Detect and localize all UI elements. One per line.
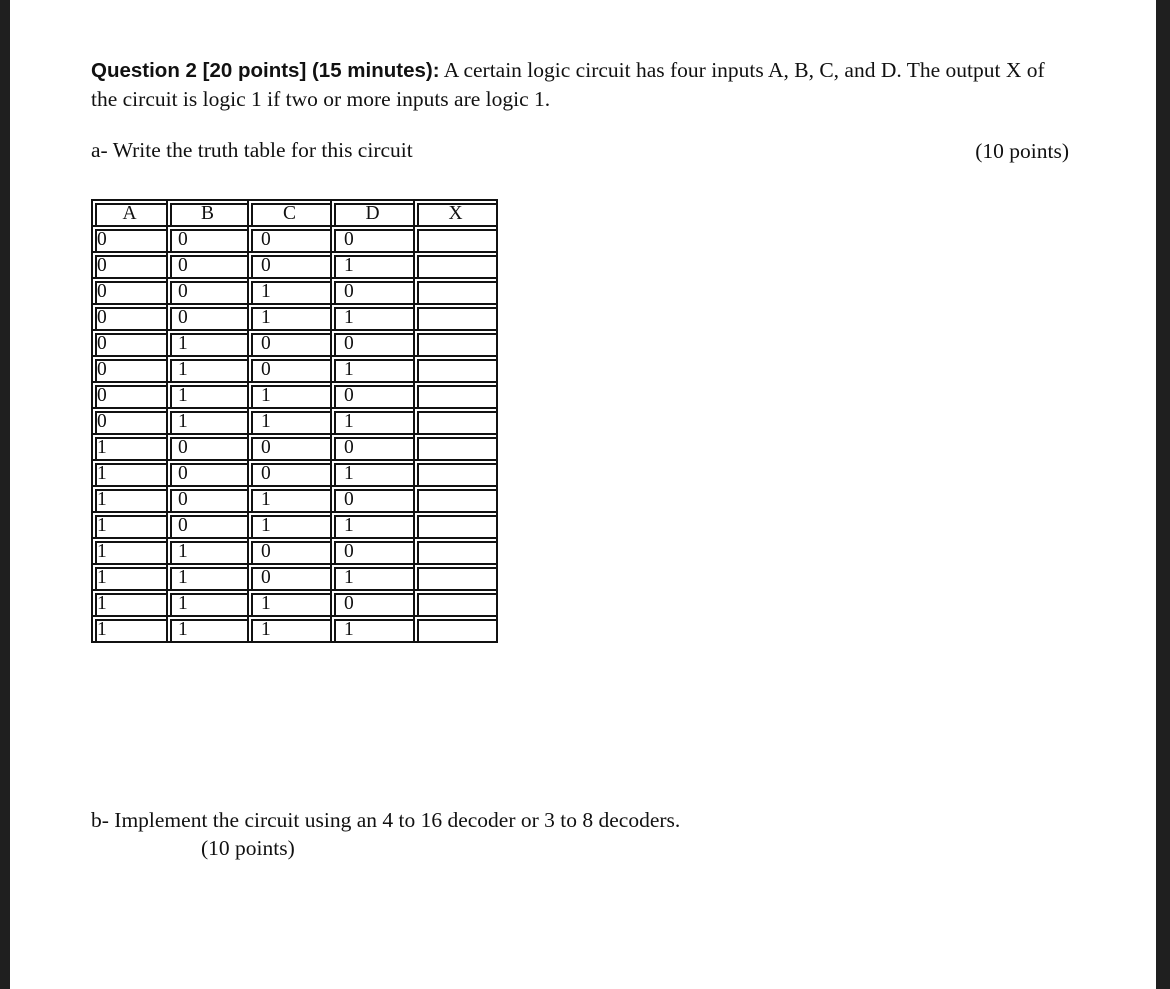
table-cell: 0 [331, 278, 414, 304]
table-row [92, 512, 497, 538]
table-cell: 1 [167, 538, 248, 564]
column-header-a: A [92, 200, 167, 226]
table-cell: 1 [92, 486, 167, 512]
question-heading [91, 56, 1071, 114]
part-a-text: a- Write the truth table for this circuit [91, 138, 413, 162]
table-cell: 0 [248, 564, 331, 590]
table-row [92, 304, 497, 330]
output-cell[interactable] [414, 486, 497, 512]
table-cell: 1 [331, 564, 414, 590]
table-cell: 1 [248, 486, 331, 512]
table-cell: 0 [331, 382, 414, 408]
table-cell: 1 [92, 564, 167, 590]
table-cell: 1 [167, 590, 248, 616]
table-cell: 0 [167, 304, 248, 330]
table-cell: 1 [331, 252, 414, 278]
output-cell[interactable] [414, 330, 497, 356]
table-cell: 0 [248, 434, 331, 460]
table-cell: 1 [331, 356, 414, 382]
output-cell[interactable] [414, 590, 497, 616]
table-cell: 1 [248, 382, 331, 408]
table-row [92, 486, 497, 512]
table-cell: 1 [167, 356, 248, 382]
table-cell: 0 [248, 538, 331, 564]
table-row [92, 564, 497, 590]
output-cell[interactable] [414, 382, 497, 408]
table-cell: 0 [92, 226, 167, 252]
table-cell: 1 [92, 616, 167, 642]
table-cell: 0 [248, 226, 331, 252]
table-cell: 1 [167, 564, 248, 590]
table-cell: 0 [331, 486, 414, 512]
table-cell: 1 [92, 590, 167, 616]
table-cell: 1 [167, 330, 248, 356]
table-cell: 0 [167, 486, 248, 512]
part-a-points: (10 points) [975, 139, 1069, 163]
output-cell[interactable] [414, 616, 497, 642]
table-cell: 1 [167, 382, 248, 408]
question-text: A certain logic circuit has four inputs A, B, C, and D. The output X of the circuit is logic 1 if two or more inputs are logic 1. [91, 58, 1045, 111]
table-cell: 1 [248, 408, 331, 434]
table-row [92, 408, 497, 434]
table-cell: 1 [331, 304, 414, 330]
truth-table-header [92, 200, 497, 226]
table-cell: 1 [331, 460, 414, 486]
output-cell[interactable] [414, 434, 497, 460]
table-cell: 0 [248, 330, 331, 356]
column-header-x: X [414, 200, 497, 226]
table-cell: 0 [331, 434, 414, 460]
output-cell[interactable] [414, 304, 497, 330]
column-header-d: D [331, 200, 414, 226]
table-cell: 1 [331, 512, 414, 538]
table-cell: 1 [248, 512, 331, 538]
part-b-text: b- Implement the circuit using an 4 to 16 decoder or 3 to 8 decoders. [91, 808, 681, 832]
table-cell: 0 [92, 382, 167, 408]
table-cell: 0 [248, 356, 331, 382]
table-row [92, 590, 497, 616]
table-cell: 0 [248, 252, 331, 278]
table-cell: 0 [92, 252, 167, 278]
table-cell: 1 [331, 408, 414, 434]
output-cell[interactable] [414, 252, 497, 278]
table-row [92, 252, 497, 278]
output-cell[interactable] [414, 460, 497, 486]
table-cell: 1 [167, 616, 248, 642]
table-row [92, 278, 497, 304]
question-label: Question 2 [20 points] (15 minutes): [91, 59, 440, 82]
table-row [92, 330, 497, 356]
table-cell: 0 [92, 356, 167, 382]
table-cell: 0 [167, 226, 248, 252]
output-cell[interactable] [414, 512, 497, 538]
table-row [92, 434, 497, 460]
table-cell: 0 [92, 330, 167, 356]
table-cell: 0 [167, 252, 248, 278]
table-cell: 1 [92, 460, 167, 486]
table-cell: 1 [248, 304, 331, 330]
table-cell: 1 [248, 278, 331, 304]
table-cell: 0 [92, 278, 167, 304]
table-row [92, 382, 497, 408]
table-cell: 0 [167, 512, 248, 538]
table-row [92, 616, 497, 642]
table-cell: 0 [167, 460, 248, 486]
table-cell: 0 [92, 304, 167, 330]
table-cell: 1 [92, 434, 167, 460]
table-row [92, 538, 497, 564]
part-b-points: (10 points) [201, 836, 295, 860]
column-header-b: B [167, 200, 248, 226]
output-cell[interactable] [414, 226, 497, 252]
table-cell: 0 [331, 590, 414, 616]
column-header-c: C [248, 200, 331, 226]
table-cell: 0 [167, 278, 248, 304]
table-cell: 1 [167, 408, 248, 434]
table-cell: 1 [248, 616, 331, 642]
table-cell: 0 [92, 408, 167, 434]
output-cell[interactable] [414, 408, 497, 434]
output-cell[interactable] [414, 564, 497, 590]
output-cell[interactable] [414, 278, 497, 304]
table-cell: 0 [331, 330, 414, 356]
output-cell[interactable] [414, 356, 497, 382]
table-cell: 0 [167, 434, 248, 460]
output-cell[interactable] [414, 538, 497, 564]
table-row [92, 460, 497, 486]
table-cell: 1 [248, 590, 331, 616]
table-cell: 1 [92, 538, 167, 564]
part-a [91, 138, 1071, 163]
table-cell: 0 [248, 460, 331, 486]
table-cell: 0 [331, 538, 414, 564]
truth-table [91, 199, 498, 643]
part-b [91, 806, 680, 862]
table-cell: 0 [331, 226, 414, 252]
document-page [10, 0, 1156, 989]
table-row [92, 226, 497, 252]
table-row [92, 356, 497, 382]
table-cell: 1 [92, 512, 167, 538]
table-cell: 1 [331, 616, 414, 642]
